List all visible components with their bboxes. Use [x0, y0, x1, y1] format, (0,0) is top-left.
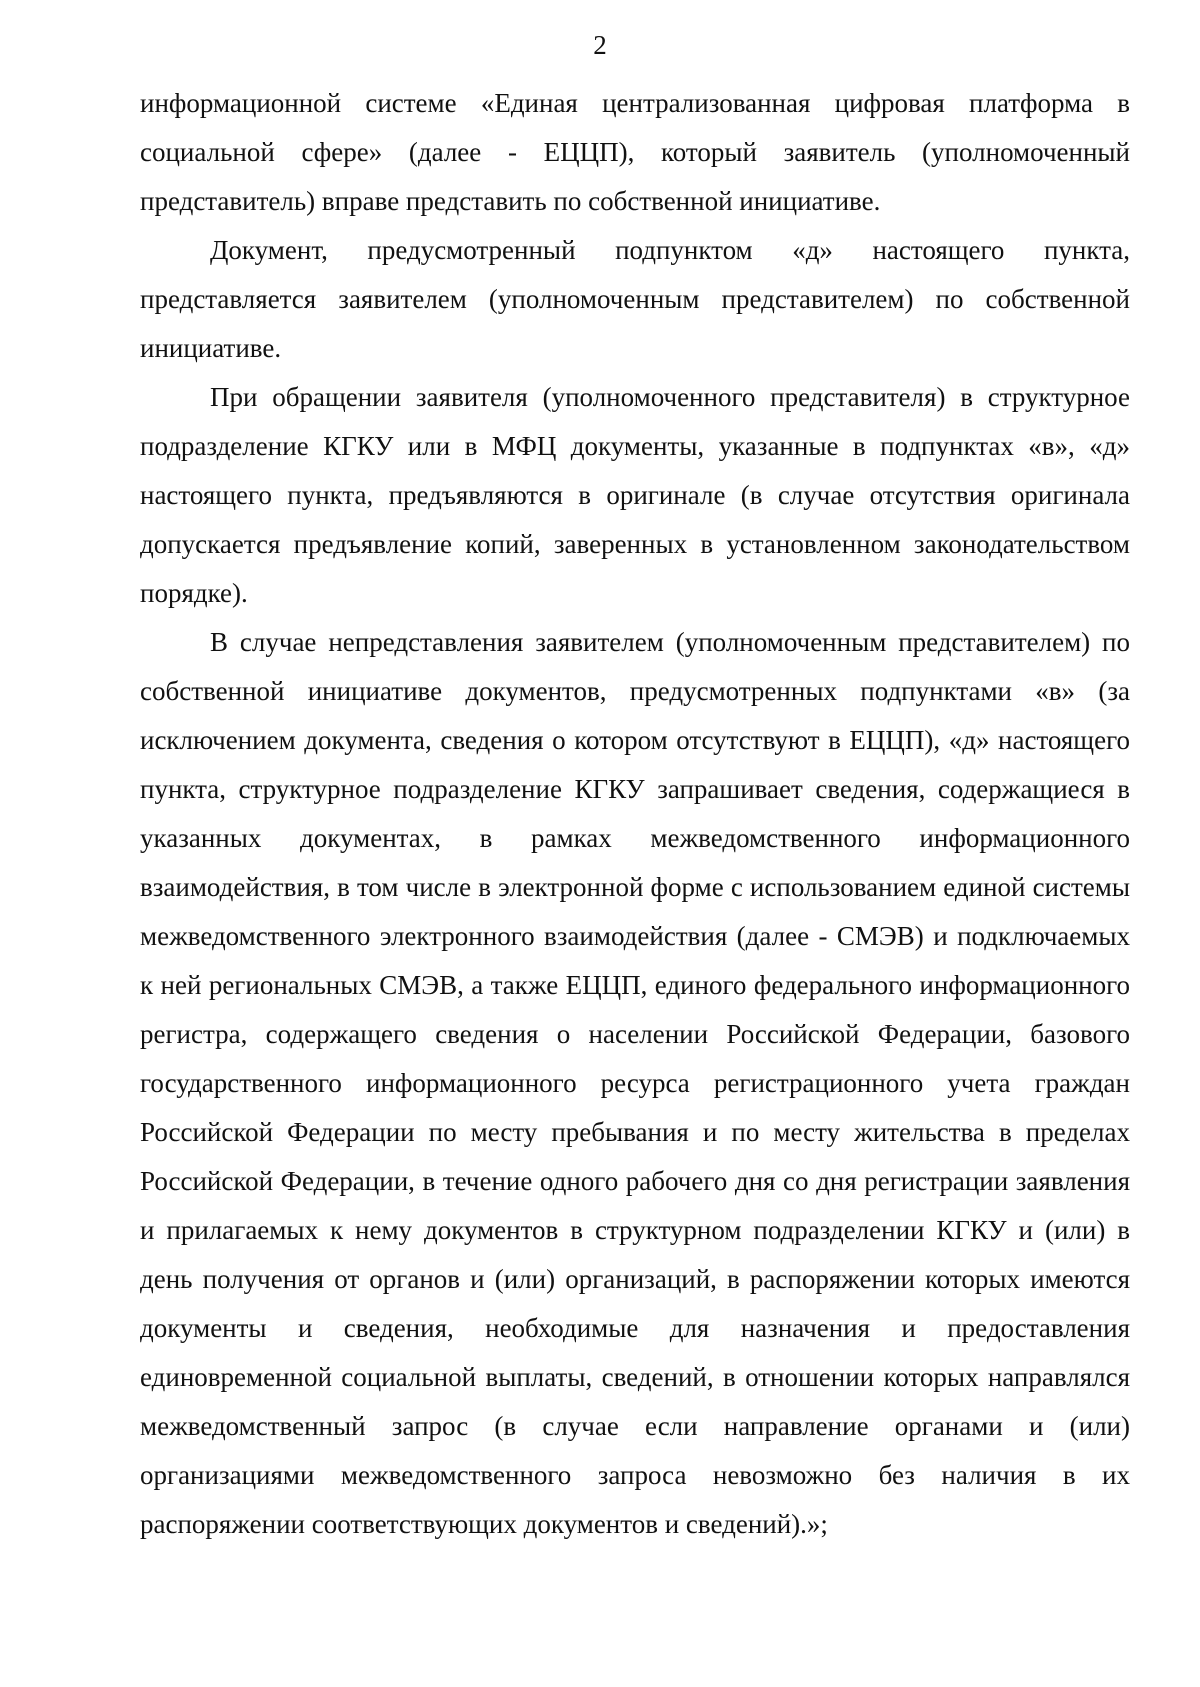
page-number: 2 — [593, 30, 607, 60]
paragraph-continuation: информационной системе «Единая централизованная цифровая платформа в социальной сфере» (далее - ЕЦЦП), который заявитель (уполномоченный представитель) вправе представить по собственной инициативе. — [140, 88, 1130, 216]
paragraph: При обращении заявителя (уполномоченного представителя) в структурное подразделение КГКУ или в МФЦ документы, указанные в подпунктах «в», «д» настоящего пункта, предъявляются в оригинале (в случае отсутствия оригинала допускается предъявление копий, заверенных в установленном законодательством порядке). — [140, 382, 1130, 608]
paragraph: Документ, предусмотренный подпунктом «д» настоящего пункта, представляется заявителем (уполномоченным представителем) по собственной инициативе. — [140, 235, 1130, 363]
paragraph: В случае непредставления заявителем (уполномоченным представителем) по собственной инициативе документов, предусмотренных подпунктами «в» (за исключением документа, сведения о котором отсутствуют в ЕЦЦП), «д» настоящего пункта, структурное подразделение КГКУ запрашивает сведения, содержащиеся в указанных документах, в рамках межведомственного информационного взаимодействия, в том числе в электронной форме с использованием единой системы межведомственного электронного взаимодействия (далее - СМЭВ) и подключаемых к ней региональных СМЭВ, а также ЕЦЦП, единого федерального информационного регистра, содержащего сведения о населении Российской Федерации, базового государственного информационного ресурса регистрационного учета граждан Российской Федерации по месту пребывания и по месту жительства в пределах Российской Федерации, в течение одного рабочего дня со дня регистрации заявления и прилагаемых к нему документов в структурном подразделении КГКУ и (или) в день получения от органов и (или) организаций, в распоряжении которых имеются документы и сведения, необходимые для назначения и предоставления единовременной социальной выплаты, сведений, в отношении которых направлялся межведомственный запрос (в случае если направление органами и (или) организациями межведомственного запроса невозможно без наличия в их распоряжении соответствующих документов и сведений).»; — [140, 627, 1130, 1539]
document-body — [140, 79, 1130, 1549]
